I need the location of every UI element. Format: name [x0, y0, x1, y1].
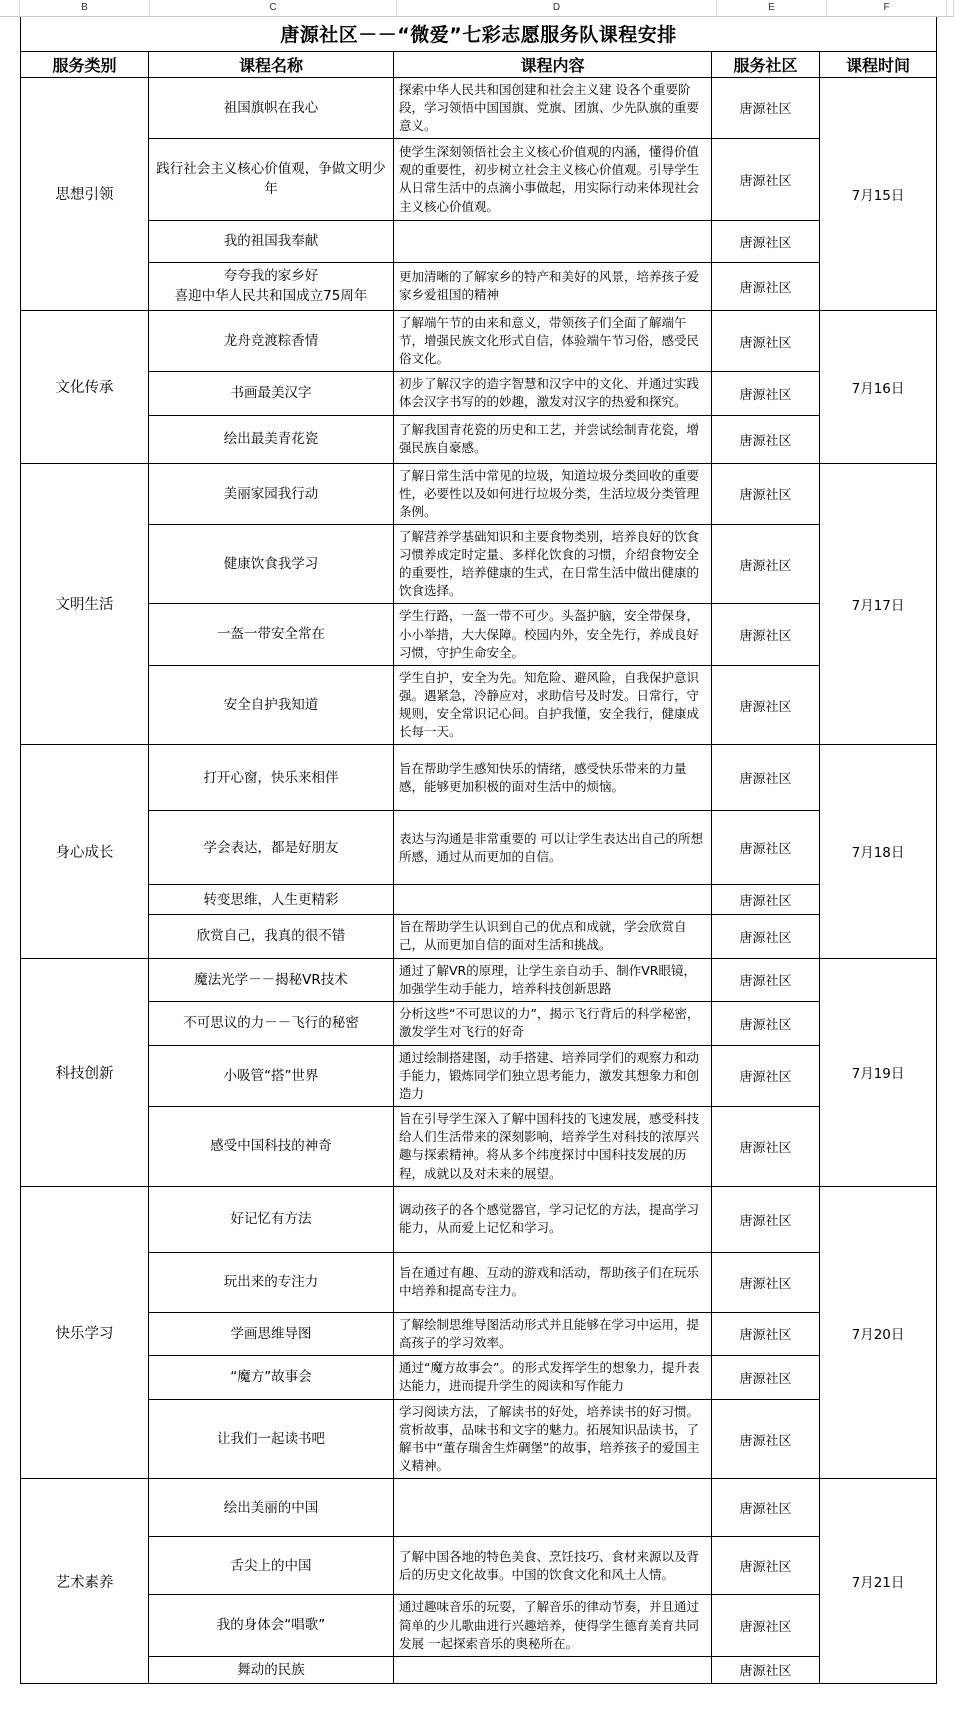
cell-service-area[interactable]: 唐源社区	[712, 463, 820, 524]
cell-service-area[interactable]: 唐源社区	[712, 1355, 820, 1399]
cell-course-content[interactable]: 通过趣味音乐的玩耍，了解音乐的律动节奏，并且通过简单的少儿歌曲进行兴趣培养，使得学生德育美育共同发展 一起探索音乐的奥秘所在。	[394, 1595, 712, 1656]
header-course-name: 课程名称	[149, 51, 394, 77]
table-row	[21, 1045, 937, 1106]
cell-category[interactable]: 科技创新	[21, 958, 149, 1186]
cell-course-content[interactable]: 了解中国各地的特色美食、烹饪技巧、食材来源以及背后的历史文化故事。中国的饮食文化和风土人情。	[394, 1537, 712, 1595]
table-row	[21, 138, 937, 220]
cell-course-content[interactable]: 旨在帮助学生认识到自己的优点和成就，学会欣赏自己，从而更加自信的面对生活和挑战。	[394, 915, 712, 958]
cell-service-area[interactable]: 唐源社区	[712, 604, 820, 665]
cell-course-name[interactable]: 不可思议的力－－飞行的秘密	[149, 1001, 394, 1045]
header-course-time: 课程时间	[820, 51, 937, 77]
cell-course-content[interactable]: 学生行路，一盔一带不可少。头盔护脑，安全带保身，小小举措，大大保障。校园内外，安全先行，养成良好习惯，守护生命安全。	[394, 604, 712, 665]
cell-course-name[interactable]: 让我们一起读书吧	[149, 1399, 394, 1479]
cell-course-content[interactable]: 更加清晰的了解家乡的特产和美好的风景，培养孩子爱家乡爱祖国的精神	[394, 262, 712, 310]
table-row	[21, 1001, 937, 1045]
cell-category[interactable]: 文化传承	[21, 310, 149, 463]
cell-service-area[interactable]: 唐源社区	[712, 310, 820, 371]
cell-course-content[interactable]: 通过了解VR的原理，让学生亲自动手、制作VR眼镜，加强学生动手能力，培养科技创新思路	[394, 958, 712, 1001]
cell-service-area[interactable]: 唐源社区	[712, 138, 820, 220]
table-row	[21, 415, 937, 463]
cell-category[interactable]: 快乐学习	[21, 1186, 149, 1479]
table-row	[21, 1107, 937, 1187]
cell-course-content[interactable]: 旨在帮助学生感知快乐的情绪，感受快乐带来的力量感，能够更加积极的面对生活中的烦恼。	[394, 745, 712, 811]
schedule-table-wrap	[0, 17, 954, 1708]
table-row	[21, 1252, 937, 1312]
cell-course-content[interactable]: 了解端午节的由来和意义，带领孩子们全面了解端午节，增强民族文化形式自信，体验端午节习俗，感受民俗文化。	[394, 310, 712, 371]
column-header-g[interactable]	[947, 0, 954, 16]
cell-service-area[interactable]: 唐源社区	[712, 1656, 820, 1683]
cell-course-content[interactable]: 旨在引导学生深入了解中国科技的飞速发展，感受科技给人们生活带来的深刻影响，培养学生对科技的浓厚兴趣与探索精神。将从多个纬度探讨中国科技发展的历程，成就以及对未来的展望。	[394, 1107, 712, 1187]
cell-service-area[interactable]: 唐源社区	[712, 745, 820, 811]
header-service-area: 服务社区	[712, 51, 820, 77]
cell-course-name[interactable]: 我的祖国我奉献	[149, 220, 394, 262]
table-row	[21, 463, 937, 524]
cell-course-name[interactable]: 美丽家园我行动	[149, 463, 394, 524]
cell-course-name[interactable]: 好记忆有方法	[149, 1186, 394, 1252]
cell-course-name[interactable]: 绘出美丽的中国	[149, 1479, 394, 1537]
cell-course-content[interactable]: 探索中华人民共和国创建和社会主义建 设各个重要阶段，学习领悟中国国旗、党旗、团旗、少先队旗的重要意义。	[394, 77, 712, 138]
table-row	[21, 1355, 937, 1399]
cell-category[interactable]: 思想引领	[21, 77, 149, 310]
cell-course-content[interactable]: 学生自护，安全为先。知危险、避风险，自我保护意识强。遇紧急，冷静应对，求助信号及时发。日常行，守规则，安全常识记心间。自护我懂，安全我行，健康成长每一天。	[394, 665, 712, 745]
table-row	[21, 1537, 937, 1595]
cell-course-name[interactable]: 打开心窗，快乐来相伴	[149, 745, 394, 811]
column-header-c[interactable]: C	[150, 0, 397, 16]
cell-service-area[interactable]: 唐源社区	[712, 811, 820, 885]
cell-course-name[interactable]: 绘出最美青花瓷	[149, 415, 394, 463]
column-header-b[interactable]: B	[20, 0, 150, 16]
cell-course-name[interactable]: 学会表达，都是好朋友	[149, 811, 394, 885]
cell-course-time[interactable]: 7月18日	[820, 745, 937, 958]
cell-course-name[interactable]: 我的身体会“唱歌”	[149, 1595, 394, 1656]
table-row	[21, 1656, 937, 1683]
table-row	[21, 1186, 937, 1252]
cell-course-content[interactable]	[394, 220, 712, 262]
table-row	[21, 745, 937, 811]
cell-service-area[interactable]: 唐源社区	[712, 1479, 820, 1537]
column-header-strip	[0, 0, 954, 17]
cell-course-time[interactable]: 7月20日	[820, 1186, 937, 1479]
cell-course-name[interactable]: 小吸管“搭”世界	[149, 1045, 394, 1106]
cell-service-area[interactable]: 唐源社区	[712, 415, 820, 463]
cell-service-area[interactable]: 唐源社区	[712, 915, 820, 958]
cell-course-content[interactable]: 表达与沟通是非常重要的 可以让学生表达出自己的所想所感，通过从而更加的自信。	[394, 811, 712, 885]
cell-course-content[interactable]: 旨在通过有趣、互动的游戏和活动，帮助孩子们在玩乐中培养和提高专注力。	[394, 1252, 712, 1312]
cell-course-content[interactable]	[394, 885, 712, 915]
cell-course-name[interactable]: 玩出来的专注力	[149, 1252, 394, 1312]
table-row	[21, 885, 937, 915]
cell-category[interactable]: 身心成长	[21, 745, 149, 958]
cell-course-name[interactable]: 龙舟竞渡粽香情	[149, 310, 394, 371]
column-header-d[interactable]: D	[397, 0, 717, 16]
cell-course-content[interactable]: 通过绘制搭建图，动手搭建、培养同学们的观察力和动手能力，锻炼同学们独立思考能力，激发其想象力和创造力	[394, 1045, 712, 1106]
table-row	[21, 1479, 937, 1537]
cell-course-time[interactable]: 7月15日	[820, 77, 937, 310]
cell-category[interactable]: 文明生活	[21, 463, 149, 745]
cell-service-area[interactable]: 唐源社区	[712, 220, 820, 262]
cell-service-area[interactable]: 唐源社区	[712, 77, 820, 138]
cell-course-content[interactable]: 通过“魔方故事会”。的形式发挥学生的想象力，提升表达能力，进而提升学生的阅读和写作能力	[394, 1355, 712, 1399]
header-category: 服务类别	[21, 51, 149, 77]
table-row	[21, 262, 937, 310]
table-row	[21, 310, 937, 371]
table-row	[21, 220, 937, 262]
table-row	[21, 524, 937, 604]
cell-course-content[interactable]: 初步了解汉字的造字智慧和汉字中的文化、并通过实践体会汉字书写的的妙趣，激发对汉字的热爱和探究。	[394, 372, 712, 415]
cell-course-name[interactable]: 健康饮食我学习	[149, 524, 394, 604]
page-title: 唐源社区－－“微爱”七彩志愿服务队课程安排	[21, 17, 937, 51]
cell-service-area[interactable]: 唐源社区	[712, 958, 820, 1001]
cell-course-content[interactable]: 了解绘制思维导图活动形式并且能够在学习中运用，提高孩子的学习效率。	[394, 1312, 712, 1355]
cell-course-name[interactable]: 践行社会主义核心价值观，争做文明少年	[149, 138, 394, 220]
table-row	[21, 77, 937, 138]
cell-course-time[interactable]: 7月19日	[820, 958, 937, 1186]
table-row	[21, 1399, 937, 1479]
cell-course-name[interactable]: 魔法光学－－揭秘VR技术	[149, 958, 394, 1001]
table-header-row	[21, 51, 937, 77]
cell-course-name[interactable]: 转变思维，人生更精彩	[149, 885, 394, 915]
table-row	[21, 604, 937, 665]
table-row	[21, 1595, 937, 1656]
table-row	[21, 1312, 937, 1355]
table-title-row	[21, 17, 937, 51]
cell-service-area[interactable]: 唐源社区	[712, 1045, 820, 1106]
cell-course-time[interactable]: 7月17日	[820, 463, 937, 745]
cell-course-name[interactable]: 书画最美汉字	[149, 372, 394, 415]
cell-course-content[interactable]: 了解我国青花瓷的历史和工艺，并尝试绘制青花瓷，增强民族自豪感。	[394, 415, 712, 463]
column-header-f[interactable]: F	[827, 0, 947, 16]
cell-course-content[interactable]: 了解营养学基础知识和主要食物类别，培养良好的饮食习惯养成定时定量、多样化饮食的习惯，介绍食物安全的重要性，培养健康的生式，在日常生活中做出健康的饮食选择。	[394, 524, 712, 604]
column-header-gutter[interactable]	[0, 0, 20, 16]
cell-service-area[interactable]: 唐源社区	[712, 1107, 820, 1187]
cell-course-name[interactable]: 夸夸我的家乡好 喜迎中华人民共和国成立75周年	[149, 262, 394, 310]
cell-service-area[interactable]: 唐源社区	[712, 1399, 820, 1479]
cell-service-area[interactable]: 唐源社区	[712, 524, 820, 604]
cell-course-time[interactable]: 7月21日	[820, 1479, 937, 1684]
table-row	[21, 372, 937, 415]
sheet-bottom-gap	[20, 1684, 936, 1708]
cell-course-name[interactable]: 祖国旗帜在我心	[149, 77, 394, 138]
header-course-content: 课程内容	[394, 51, 712, 77]
cell-course-content[interactable]: 分析这些“不可思议的力”，揭示飞行背后的科学秘密，激发学生对飞行的好奇	[394, 1001, 712, 1045]
table-row	[21, 915, 937, 958]
cell-course-content[interactable]: 调动孩子的各个感觉器官，学习记忆的方法，提高学习能力，从而爱上记忆和学习。	[394, 1186, 712, 1252]
cell-course-name[interactable]: 欣赏自己，我真的很不错	[149, 915, 394, 958]
cell-course-name[interactable]: 学画思维导图	[149, 1312, 394, 1355]
table-row	[21, 958, 937, 1001]
cell-course-name[interactable]: 感受中国科技的神奇	[149, 1107, 394, 1187]
cell-course-content[interactable]: 了解日常生活中常见的垃圾，知道垃圾分类回收的重要性，必要性以及如何进行垃圾分类，生活垃圾分类管理条例。	[394, 463, 712, 524]
cell-service-area[interactable]: 唐源社区	[712, 665, 820, 745]
cell-course-name[interactable]: 安全自护我知道	[149, 665, 394, 745]
cell-service-area[interactable]: 唐源社区	[712, 885, 820, 915]
cell-service-area[interactable]: 唐源社区	[712, 372, 820, 415]
cell-service-area[interactable]: 唐源社区	[712, 1595, 820, 1656]
cell-category[interactable]: 艺术素养	[21, 1479, 149, 1684]
cell-course-name[interactable]: “魔方”故事会	[149, 1355, 394, 1399]
cell-course-content[interactable]: 学习阅读方法，了解读书的好处，培养读书的好习惯。赏析故事，品味书和文字的魅力。拓展知识品读书，了解书中“董存瑞舍生炸碉堡”的故事，培养孩子的爱国主义精神。	[394, 1399, 712, 1479]
cell-service-area[interactable]: 唐源社区	[712, 1312, 820, 1355]
cell-service-area[interactable]: 唐源社区	[712, 1186, 820, 1252]
cell-course-name[interactable]: 一盔一带安全常在	[149, 604, 394, 665]
cell-service-area[interactable]: 唐源社区	[712, 262, 820, 310]
cell-course-content[interactable]	[394, 1656, 712, 1683]
table-row	[21, 665, 937, 745]
cell-course-name[interactable]: 舞动的民族	[149, 1656, 394, 1683]
cell-service-area[interactable]: 唐源社区	[712, 1537, 820, 1595]
cell-course-content[interactable]: 使学生深刻领悟社会主义核心价值观的内涵，懂得价值观的重要性，初步树立社会主义核心价值观。引导学生从日常生活中的点滴小事做起，用实际行动来体现社会主义核心价值观。	[394, 138, 712, 220]
cell-service-area[interactable]: 唐源社区	[712, 1252, 820, 1312]
cell-course-time[interactable]: 7月16日	[820, 310, 937, 463]
column-header-e[interactable]: E	[717, 0, 827, 16]
cell-course-content[interactable]	[394, 1479, 712, 1537]
cell-service-area[interactable]: 唐源社区	[712, 1001, 820, 1045]
course-schedule-table	[20, 17, 937, 1684]
cell-course-name[interactable]: 舌尖上的中国	[149, 1537, 394, 1595]
table-row	[21, 811, 937, 885]
